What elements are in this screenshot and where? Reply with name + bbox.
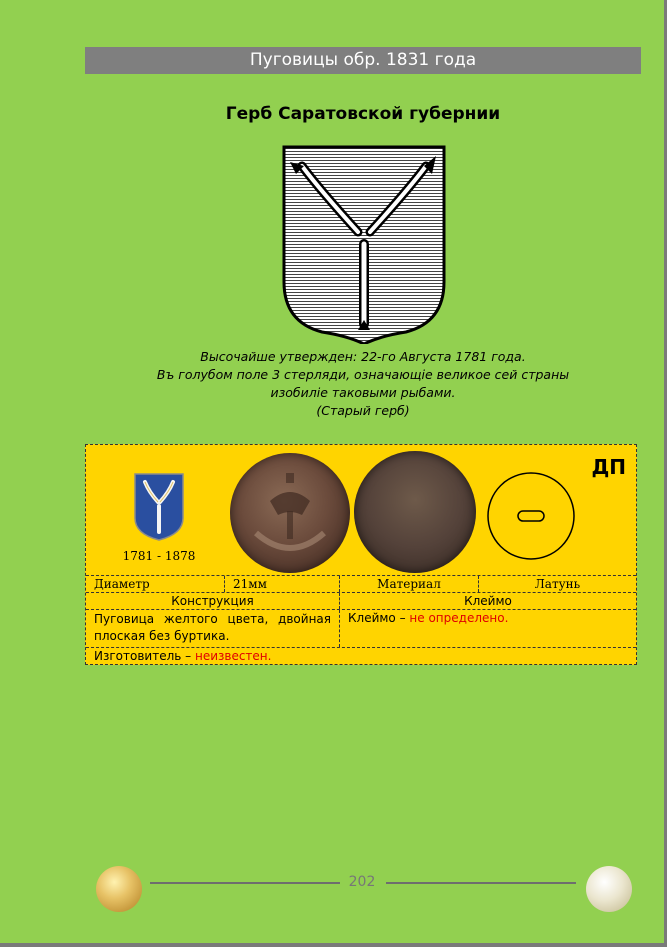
diameter-label: Диаметр [94,577,150,591]
construction-text: Пуговица желтого цвета, двойная плоская без буртика. [94,612,331,643]
footer-divider [386,882,576,884]
maker-prefix: Изготовитель – [94,649,192,663]
diameter-value: 21мм [224,576,339,592]
footer-divider [150,882,340,884]
eagle-medal-icon [96,866,142,912]
section-title: Герб Саратовской губернии [225,104,501,124]
construction-label: Конструкция [171,594,254,608]
maker-row [86,647,636,664]
page-header: Пуговицы обр. 1831 года [85,47,641,74]
material-value: Латунь [478,576,636,592]
button-info-card [85,444,637,665]
mark-text [339,610,636,647]
details-row [86,609,636,647]
type-badge: ДП [591,455,626,479]
page-number: 202 [348,874,376,890]
caption-line: Въ голубом поле 3 стерляди, означающіе великое сей страны [156,367,570,382]
years-range: 1781 - 1878 [122,549,196,563]
coat-caption [85,348,641,420]
headers-row [86,592,636,609]
caption-line: Высочайше утвержден: 22-го Августа 1781 года. [200,349,526,364]
maker-text [86,648,636,664]
specs-row [86,575,636,592]
mark-label: Клеймо [339,593,636,609]
coat-of-arms-saratov-icon [280,144,448,344]
button-outline-icon [486,471,576,561]
button-reverse-photo [354,451,476,573]
caption-line: изобиліе таковыми рыбами. [270,385,456,400]
card-images [86,445,636,575]
mark-prefix: Клеймо – [348,611,406,625]
maker-value: неизвестен. [194,649,272,663]
eagle-icon [230,453,350,573]
material-label: Материал [339,576,478,592]
button-obverse-photo [230,453,350,573]
mark-value: не определено. [409,611,509,625]
caption-line: (Старый герб) [316,403,410,418]
mini-coat-of-arms-icon [133,472,185,542]
monogram-medal-icon [586,866,632,912]
